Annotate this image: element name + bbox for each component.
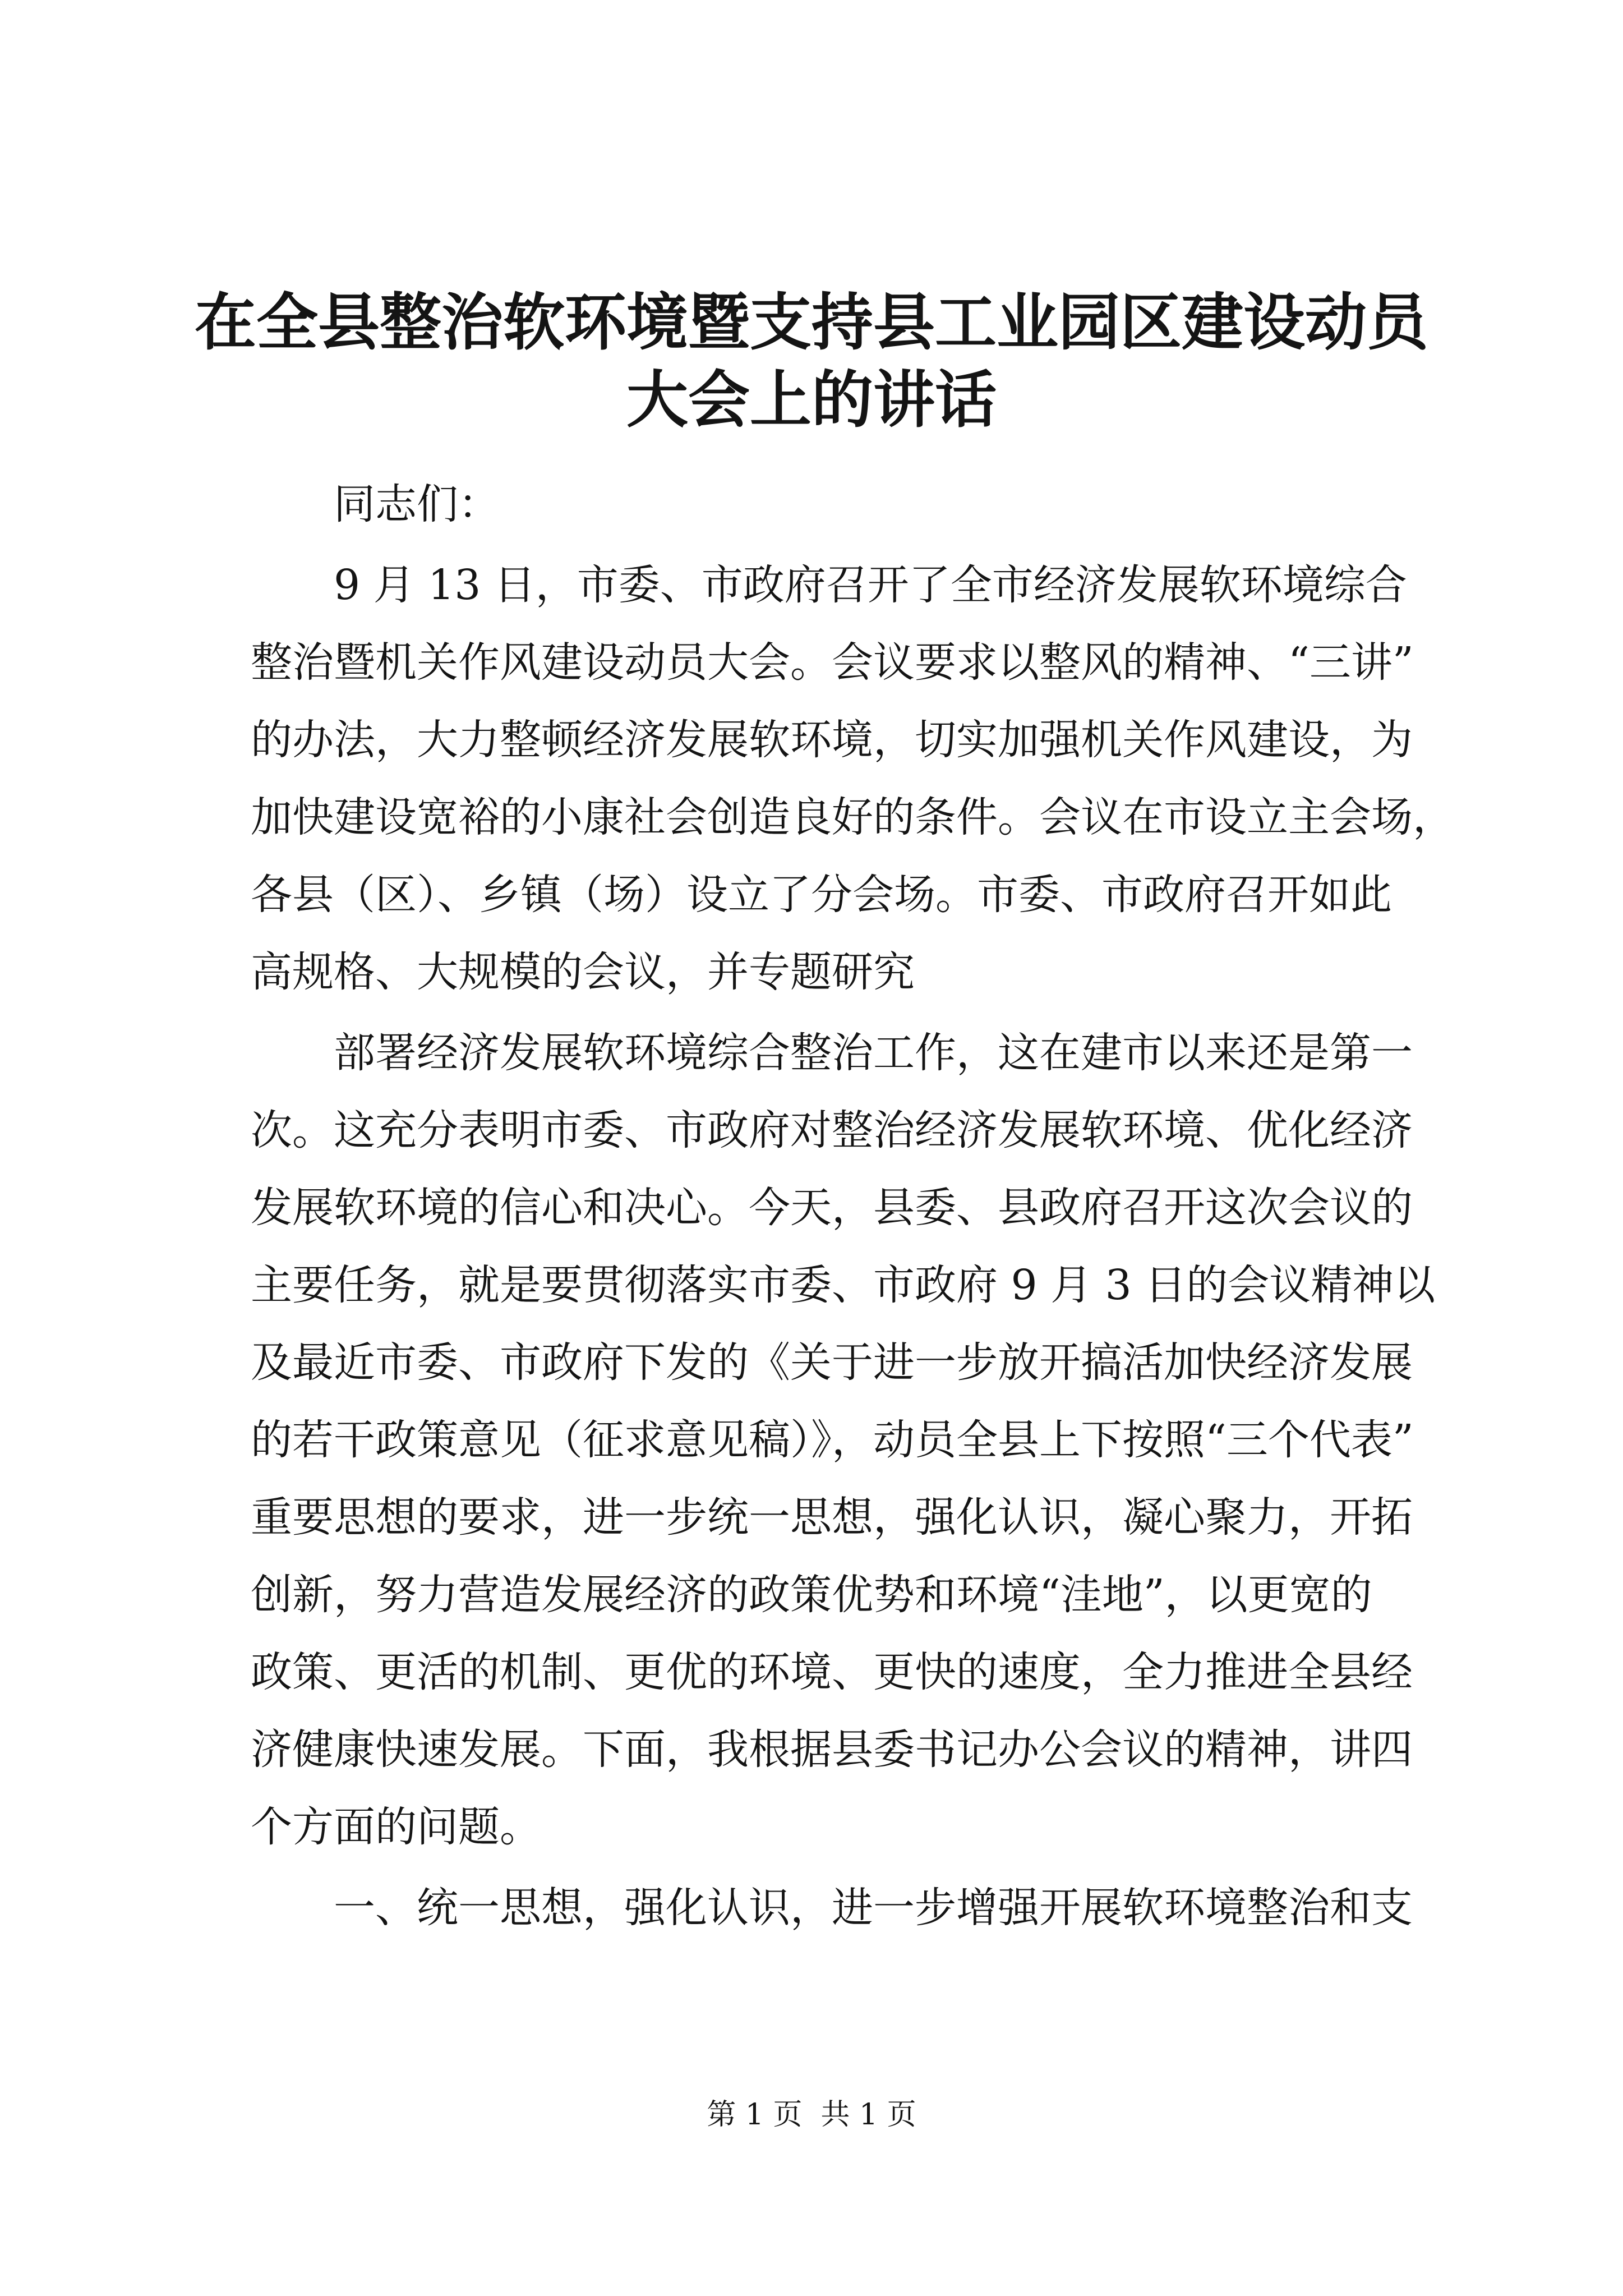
paragraph-line: 的若干政策意见（征求意见稿）》，动员全县上下按照“三个代表” [251,1416,1414,1464]
salutation-line: 同志们： [334,480,500,528]
paragraph-line: 各县（区）、乡镇（场）设立了分会场。市委、市政府召开如此 [251,871,1392,919]
document-title [168,280,1455,435]
paragraph-line: 的办法，大力整顿经济发展软环境，切实加强机关作风建设，为 [251,716,1413,764]
paragraph-2 [251,1014,1436,1866]
paragraph-line: 济健康快速发展。下面，我根据县委书记办公会议的精神，讲四 [251,1726,1413,1774]
paragraph-line: 个方面的问题。 [251,1803,541,1851]
paragraph-line: 部署经济发展软环境综合整治工作，这在建市以来还是第一 [334,1029,1413,1077]
document-body [251,466,1454,1947]
paragraph-line: 加快建设宽裕的小康社会创造良好的条件。会议在市设立主会场， [251,793,1454,841]
paragraph-1 [251,546,1454,1011]
title-line: 大会上的讲话 [626,364,997,436]
paragraph-line: 政策、更活的机制、更优的环境、更快的速度，全力推进全县经 [251,1648,1413,1696]
paragraph-line: 整治暨机关作风建设动员大会。会议要求以整风的精神、“三讲” [251,638,1414,687]
paragraph-line: 重要思想的要求，进一步统一思想，强化认识，凝心聚力，开拓 [251,1493,1413,1542]
salutation [251,466,1389,543]
paragraph-line: 发展软环境的信心和决心。今天，县委、县政府召开这次会议的 [251,1184,1413,1232]
section-heading-1 [251,1869,1413,1947]
paragraph-line: 及最近市委、市政府下发的《关于进一步放开搞活加快经济发展 [251,1338,1413,1387]
paragraph-line: 创新，努力营造发展经济的政策优势和环境“洼地”，以更宽的 [251,1571,1372,1619]
paragraph-line: 高规格、大规模的会议，并专题研究 [251,948,915,996]
title-line: 在全县整治软环境暨支持县工业园区建设动员 [195,286,1428,358]
paragraph-line: 9 月 13 日，市委、市政府召开了全市经济发展软环境综合 [334,561,1407,609]
paragraph-line: 主要任务，就是要贯彻落实市委、市政府 9 月 3 日的会议精神以 [251,1261,1436,1309]
page-footer: 第 1 页 共 1 页 [707,2098,916,2132]
paragraph-line: 次。这充分表明市委、市政府对整治经济发展软环境、优化经济 [251,1106,1413,1154]
paragraph-line: 一、统一思想，强化认识，进一步增强开展软环境整治和支 [334,1884,1413,1932]
